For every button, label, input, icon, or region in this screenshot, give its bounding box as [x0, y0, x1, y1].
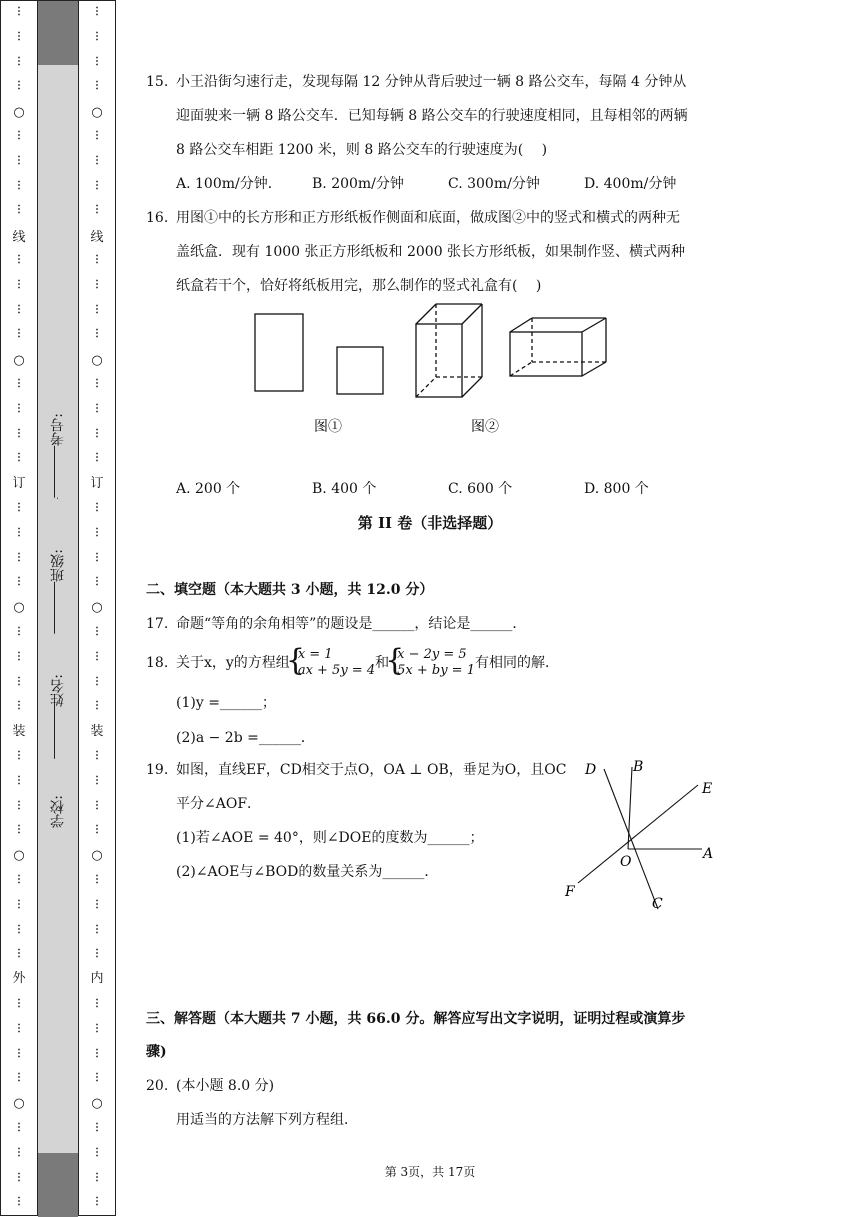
outer-binding-dot: ⋮	[14, 998, 24, 1009]
outer-binding-ring: ○	[13, 105, 25, 120]
q16-option-c: C. 600 个	[448, 481, 513, 497]
outer-binding-dot: ⋮	[14, 154, 24, 166]
q18-sys1-eq1: x = 1	[297, 647, 333, 662]
outer-binding-dot: ⋮	[14, 80, 24, 92]
inner-binding-dot: ⋮	[92, 650, 102, 662]
rectangle-board-shape	[255, 314, 303, 391]
q18-sub2: (2)a − 2b =______．	[176, 730, 315, 746]
section2-heading: 二、填空题（本大题共 3 小题，共 12.0 分）	[146, 582, 434, 598]
label-c: C	[652, 896, 663, 912]
q20-text: 用适当的方法解下列方程组．	[176, 1112, 358, 1128]
inner-binding-dot: ⋮	[92, 30, 102, 42]
outer-binding-dot: ⋮	[14, 427, 24, 439]
q18-sys2-eq2: 5x + by = 1	[397, 663, 475, 678]
inner-binding-dot: ⋮	[92, 824, 102, 836]
inner-binding-dot: ⋮	[92, 6, 102, 17]
q15-option-a: A. 100m/分钟．	[176, 176, 282, 192]
outer-binding-dot: ⋮	[14, 402, 24, 414]
page-footer: 第 3页，共 17页	[384, 1165, 476, 1179]
outer-binding-dot: ⋮	[14, 1022, 24, 1034]
inner-binding-dot: ⋮	[92, 130, 102, 141]
q15-number: 15.	[146, 74, 169, 90]
inner-binding-dot: ⋮	[92, 204, 102, 216]
inner-binding-dot: ⋮	[92, 427, 102, 439]
inner-binding-dot: ⋮	[92, 1171, 102, 1183]
inner-binding-dot: ⋮	[92, 774, 102, 786]
outer-binding-dot: ⋮	[14, 874, 24, 885]
q20-number: 20.	[146, 1078, 169, 1094]
outer-binding-char-0: 线	[12, 230, 26, 245]
inner-binding-char-1: 订	[90, 476, 104, 491]
outer-binding-ring: ○	[13, 600, 25, 615]
outer-binding-dot: ⋮	[14, 278, 24, 290]
exam-no-label: 考号:	[50, 413, 66, 446]
label-e: E	[702, 781, 713, 797]
outer-binding-dot: ⋮	[14, 1047, 24, 1059]
inner-binding-dot: ⋮	[92, 502, 102, 513]
inner-binding-dot: ⋮	[92, 402, 102, 414]
q15-option-c: C. 300m/分钟	[448, 176, 540, 192]
inner-binding-ring: ○	[91, 353, 103, 368]
inner-binding-dot: ⋮	[92, 278, 102, 290]
inner-binding-ring: ○	[91, 1096, 103, 1111]
outer-binding-dot: ⋮	[14, 576, 24, 588]
q18-sys2-eq1: x − 2y = 5	[397, 647, 467, 662]
q15-option-d: D. 400m/分钟	[584, 176, 677, 192]
outer-binding-dot: ⋮	[14, 824, 24, 836]
inner-binding-dot: ⋮	[92, 55, 102, 67]
q18-text	[176, 646, 820, 680]
inner-binding-ring: ○	[91, 105, 103, 120]
inner-binding-dot: ⋮	[92, 948, 102, 960]
outer-binding-dot: ⋮	[14, 551, 24, 563]
inner-binding-dot: ⋮	[92, 154, 102, 166]
label-a: A	[703, 846, 714, 862]
inner-binding-dot: ⋮	[92, 1047, 102, 1059]
q18-suffix: 有相同的解．	[474, 655, 559, 671]
inner-binding-dot: ⋮	[92, 1072, 102, 1084]
inner-binding-dot: ⋮	[92, 1196, 102, 1208]
outer-binding-dot: ⋮	[14, 502, 24, 513]
inner-binding-dot: ⋮	[92, 551, 102, 563]
q18-system-2	[389, 647, 475, 679]
q19-number: 19.	[146, 762, 169, 778]
inner-binding-dot: ⋮	[92, 1022, 102, 1034]
outer-binding-dot: ⋮	[14, 30, 24, 42]
inner-binding-dot: ⋮	[92, 80, 102, 92]
q20-score: (本小题 8.0 分)	[176, 1078, 275, 1094]
exam-no-field	[38, 401, 78, 511]
outer-binding-dot: ⋮	[14, 1146, 24, 1158]
outer-binding-dot: ⋮	[14, 700, 24, 712]
q18-sys1-eq2: ax + 5y = 4	[297, 663, 376, 678]
inner-binding-dot: ⋮	[92, 998, 102, 1009]
fig2-label: 图②	[471, 419, 499, 435]
inner-binding-dot: ⋮	[92, 378, 102, 389]
q15-line-1: 小王沿街匀速行走，发现每隔 12 分钟从背后驶过一辆 8 路公交车，每隔 4 分钟从	[176, 74, 687, 90]
q15-line-3: 8 路公交车相距 1200 米，则 8 路公交车的行驶速度为( )	[176, 142, 548, 158]
q16-number: 16.	[146, 210, 169, 226]
outer-binding-ring: ○	[13, 848, 25, 863]
outer-binding-dot: ⋮	[14, 1122, 24, 1133]
q19-sub2: (2)∠AOE与∠BOD的数量关系为______．	[176, 864, 439, 880]
binding-marks-outer	[1, 1, 37, 1215]
q19-figure	[560, 755, 720, 915]
q16-figure	[240, 300, 640, 445]
q18-system-1	[290, 647, 375, 679]
horizontal-box-shape	[510, 318, 606, 376]
binding-marks-inner	[79, 1, 115, 1215]
q17-number: 17.	[146, 616, 169, 632]
outer-binding-dot: ⋮	[14, 750, 24, 761]
inner-binding-dot: ⋮	[92, 799, 102, 811]
q18-middle: 和	[375, 655, 390, 671]
vertical-box-shape	[416, 304, 482, 397]
q17-text: 命题“等角的余角相等”的题设是______，结论是______．	[176, 616, 527, 632]
binding-strip-fields	[38, 0, 78, 1216]
inner-binding-dot: ⋮	[92, 179, 102, 191]
name-field	[38, 661, 78, 771]
outer-binding-dot: ⋮	[14, 948, 24, 960]
outer-binding-dot: ⋮	[14, 130, 24, 141]
binding-strip-outer	[0, 0, 38, 1216]
q18-prefix: 关于x，y的方程组	[176, 655, 290, 671]
inner-binding-dot: ⋮	[92, 1122, 102, 1133]
q19-line-1: 如图，直线EF，CD相交于点O，OA ⊥ OB，垂足为O，且OC	[176, 762, 567, 778]
section3-heading-line-2: 骤)	[146, 1044, 167, 1060]
label-f: F	[565, 884, 575, 900]
inner-binding-ring: ○	[91, 600, 103, 615]
inner-binding-char-0: 线	[90, 230, 104, 245]
inner-binding-dot: ⋮	[92, 874, 102, 885]
binding-dark-block-top	[38, 1, 78, 65]
outer-binding-dot: ⋮	[14, 923, 24, 935]
q16-option-a: A. 200 个	[176, 481, 241, 497]
q16-option-d: D. 800 个	[584, 481, 649, 497]
outer-binding-dot: ⋮	[14, 328, 24, 340]
q19-line-2: 平分∠AOF．	[176, 796, 262, 812]
outer-binding-dot: ⋮	[14, 650, 24, 662]
q15-line-2: 迎面驶来一辆 8 路公交车．已知每辆 8 路公交车的行驶速度相同，且每相邻的两辆	[176, 108, 688, 124]
section3-heading-line-1: 三、解答题（本大题共 7 小题，共 66.0 分。解答应写出文字说明，证明过程或演算步	[146, 1011, 686, 1027]
q18-sub1: (1)y =______；	[176, 695, 276, 711]
outer-binding-dot: ⋮	[14, 1072, 24, 1084]
outer-binding-dot: ⋮	[14, 774, 24, 786]
outer-binding-dot: ⋮	[14, 179, 24, 191]
inner-binding-dot: ⋮	[92, 923, 102, 935]
label-b: B	[633, 759, 644, 775]
school-field	[38, 776, 78, 846]
inner-binding-char-3: 内	[90, 971, 104, 986]
q16-line-1: 用图①中的长方形和正方形纸板作侧面和底面，做成图②中的竖式和横式的两种无	[176, 210, 680, 226]
inner-binding-dot: ⋮	[92, 526, 102, 538]
outer-binding-dot: ⋮	[14, 526, 24, 538]
inner-binding-dot: ⋮	[92, 626, 102, 637]
outer-binding-dot: ⋮	[14, 303, 24, 315]
q16-line-2: 盖纸盒．现有 1000 张正方形纸板和 2000 张长方形纸板，如果制作竖、横式两种	[176, 244, 686, 260]
label-o: O	[620, 854, 632, 870]
fig1-label: 图①	[314, 419, 342, 435]
outer-binding-dot: ⋮	[14, 378, 24, 389]
outer-binding-dot: ⋮	[14, 6, 24, 17]
inner-binding-dot: ⋮	[92, 303, 102, 315]
school-label: 学校:	[50, 794, 66, 828]
part2-title: 第 II 卷（非选择题）	[357, 514, 503, 532]
inner-binding-ring: ○	[91, 848, 103, 863]
outer-binding-ring: ○	[13, 1096, 25, 1111]
label-d: D	[585, 762, 597, 778]
outer-binding-dot: ⋮	[14, 799, 24, 811]
outer-binding-ring: ○	[13, 353, 25, 368]
outer-binding-dot: ⋮	[14, 1196, 24, 1208]
class-field	[38, 536, 78, 646]
inner-binding-dot: ⋮	[92, 254, 102, 265]
outer-binding-char-1: 订	[12, 476, 26, 491]
q16-line-3: 纸盒若干个，恰好将纸板用完，那么制作的竖式礼盒有( )	[176, 278, 542, 294]
name-label: 姓名:	[50, 673, 66, 707]
outer-binding-dot: ⋮	[14, 204, 24, 216]
outer-binding-dot: ⋮	[14, 675, 24, 687]
inner-binding-dot: ⋮	[92, 898, 102, 910]
outer-binding-dot: ⋮	[14, 254, 24, 265]
q18-number: 18.	[146, 655, 169, 671]
line-ef	[578, 785, 698, 883]
outer-binding-dot: ⋮	[14, 898, 24, 910]
outer-binding-dot: ⋮	[14, 1171, 24, 1183]
q15-option-b: B. 200m/分钟	[312, 176, 404, 192]
inner-binding-dot: ⋮	[92, 1146, 102, 1158]
outer-binding-char-2: 装	[12, 724, 26, 739]
inner-binding-dot: ⋮	[92, 750, 102, 761]
inner-binding-char-2: 装	[90, 724, 104, 739]
outer-binding-char-3: 外	[12, 971, 26, 986]
inner-binding-dot: ⋮	[92, 700, 102, 712]
binding-strip-inner	[78, 0, 116, 1216]
inner-binding-dot: ⋮	[92, 576, 102, 588]
class-label: 班级:	[50, 548, 66, 582]
q19-sub1: (1)若∠AOE = 40°，则∠DOE的度数为______；	[176, 830, 484, 846]
outer-binding-dot: ⋮	[14, 452, 24, 464]
q16-option-b: B. 400 个	[312, 481, 377, 497]
inner-binding-dot: ⋮	[92, 675, 102, 687]
inner-binding-dot: ⋮	[92, 452, 102, 464]
inner-binding-dot: ⋮	[92, 328, 102, 340]
square-board-shape	[337, 347, 383, 394]
outer-binding-dot: ⋮	[14, 55, 24, 67]
outer-binding-dot: ⋮	[14, 626, 24, 637]
